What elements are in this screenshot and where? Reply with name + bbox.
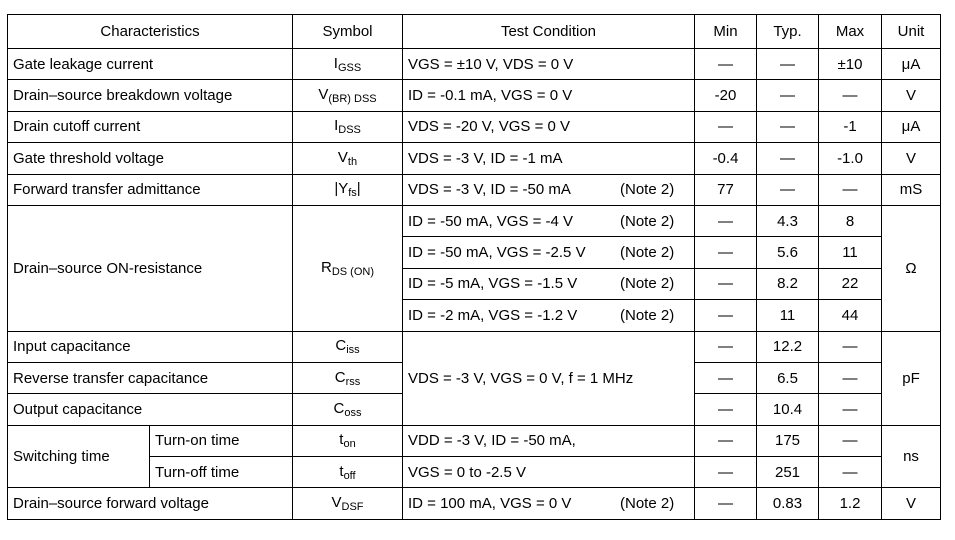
table-row (8, 331, 941, 362)
min-value: 77 (695, 174, 757, 205)
min-value: — (695, 205, 757, 236)
characteristic-name: Gate leakage current (8, 49, 293, 80)
note-ref: (Note 2) (620, 244, 675, 262)
min-value: — (695, 111, 757, 142)
header-max: Max (819, 15, 882, 49)
header-typ: Typ. (757, 15, 819, 49)
min-value: — (695, 49, 757, 80)
test-condition: ID = -50 mA, VGS = -4 V (Note 2) (403, 205, 695, 236)
min-value: — (695, 457, 757, 488)
table-row (8, 49, 941, 80)
max-value: 11 (819, 237, 882, 268)
symbol-cell: $R_{DS (ON)}$ (293, 205, 403, 331)
characteristic-name: Switching time (8, 425, 150, 488)
sub-characteristic-name: Turn-off time (150, 457, 293, 488)
typ-value: 4.3 (757, 205, 819, 236)
max-value: 44 (819, 300, 882, 331)
typ-value: 8.2 (757, 268, 819, 299)
table-row (8, 111, 941, 142)
symbol-cell: $V_{(BR) DSS}$ (293, 80, 403, 111)
max-value: — (819, 331, 882, 362)
typ-value: 175 (757, 425, 819, 456)
characteristic-name: Drain–source breakdown voltage (8, 80, 293, 111)
electrical-characteristics-table (7, 14, 941, 520)
header-symbol: Symbol (293, 15, 403, 49)
test-condition: VDS = -3 V, ID = -1 mA (403, 143, 695, 174)
typ-value: — (757, 143, 819, 174)
table-row (8, 488, 941, 519)
unit-value: V (882, 488, 941, 519)
typ-value: — (757, 49, 819, 80)
characteristic-name: Drain–source forward voltage (8, 488, 293, 519)
symbol-cell: $t_{off}$ (293, 457, 403, 488)
table-row (8, 80, 941, 111)
test-condition: VDS = -3 V, ID = -50 mA (Note 2) (403, 174, 695, 205)
symbol-cell: $C_{oss}$ (293, 394, 403, 425)
unit-value: mS (882, 174, 941, 205)
symbol-cell: $I_{DSS}$ (293, 111, 403, 142)
max-value: ±10 (819, 49, 882, 80)
characteristic-name: Gate threshold voltage (8, 143, 293, 174)
typ-value: 6.5 (757, 362, 819, 393)
min-value: — (695, 300, 757, 331)
max-value: — (819, 80, 882, 111)
test-condition: VDS = -20 V, VGS = 0 V (403, 111, 695, 142)
max-value: 22 (819, 268, 882, 299)
symbol-cell: $V_{th}$ (293, 143, 403, 174)
unit-value: μA (882, 111, 941, 142)
test-condition: ID = -2 mA, VGS = -1.2 V (Note 2) (403, 300, 695, 331)
max-value: — (819, 457, 882, 488)
header-min: Min (695, 15, 757, 49)
max-value: 8 (819, 205, 882, 236)
unit-value: V (882, 143, 941, 174)
min-value: -20 (695, 80, 757, 111)
unit-value: μA (882, 49, 941, 80)
max-value: — (819, 425, 882, 456)
header-characteristics: Characteristics (8, 15, 293, 49)
characteristic-name: Output capacitance (8, 394, 293, 425)
min-value: — (695, 488, 757, 519)
test-condition: ID = -0.1 mA, VGS = 0 V (403, 80, 695, 111)
test-condition: ID = -5 mA, VGS = -1.5 V (Note 2) (403, 268, 695, 299)
max-value: — (819, 362, 882, 393)
table-row (8, 425, 941, 456)
unit-value: pF (882, 331, 941, 425)
characteristic-name: Input capacitance (8, 331, 293, 362)
symbol-cell: $|Y_{fs}|$ (293, 174, 403, 205)
note-ref: (Note 2) (620, 495, 675, 513)
symbol-cell: $t_{on}$ (293, 425, 403, 456)
header-test-condition: Test Condition (403, 15, 695, 49)
typ-value: — (757, 174, 819, 205)
unit-value: ns (882, 425, 941, 488)
min-value: — (695, 394, 757, 425)
max-value: -1.0 (819, 143, 882, 174)
min-value: — (695, 268, 757, 299)
min-value: -0.4 (695, 143, 757, 174)
characteristic-name: Forward transfer admittance (8, 174, 293, 205)
max-value: 1.2 (819, 488, 882, 519)
table-row (8, 143, 941, 174)
characteristic-name: Reverse transfer capacitance (8, 362, 293, 393)
test-condition-line1: VDD = -3 V, ID = -50 mA, (403, 425, 695, 456)
test-condition-line2: VGS = 0 to -2.5 V (403, 457, 695, 488)
symbol-cell: $V_{DSF}$ (293, 488, 403, 519)
typ-value: — (757, 111, 819, 142)
min-value: — (695, 362, 757, 393)
max-value: — (819, 174, 882, 205)
max-value: -1 (819, 111, 882, 142)
unit-value: Ω (882, 205, 941, 331)
note-ref: (Note 2) (620, 275, 675, 293)
header-row (8, 15, 941, 49)
symbol-cell: $C_{iss}$ (293, 331, 403, 362)
table-row (8, 174, 941, 205)
typ-value: 11 (757, 300, 819, 331)
unit-value: V (882, 80, 941, 111)
typ-value: 12.2 (757, 331, 819, 362)
typ-value: 251 (757, 457, 819, 488)
test-condition: VDS = -3 V, VGS = 0 V, f = 1 MHz (403, 331, 695, 425)
min-value: — (695, 237, 757, 268)
typ-value: — (757, 80, 819, 111)
max-value: — (819, 394, 882, 425)
sub-characteristic-name: Turn-on time (150, 425, 293, 456)
table-row (8, 205, 941, 236)
test-condition: ID = 100 mA, VGS = 0 V (Note 2) (403, 488, 695, 519)
symbol-cell: $I_{GSS}$ (293, 49, 403, 80)
note-ref: (Note 2) (620, 181, 675, 199)
characteristic-name: Drain cutoff current (8, 111, 293, 142)
note-ref: (Note 2) (620, 306, 675, 324)
test-condition: VGS = ±10 V, VDS = 0 V (403, 49, 695, 80)
min-value: — (695, 331, 757, 362)
symbol-cell: $C_{rss}$ (293, 362, 403, 393)
min-value: — (695, 425, 757, 456)
characteristic-name: Drain–source ON-resistance (8, 205, 293, 331)
test-condition: ID = -50 mA, VGS = -2.5 V (Note 2) (403, 237, 695, 268)
typ-value: 5.6 (757, 237, 819, 268)
note-ref: (Note 2) (620, 212, 675, 230)
typ-value: 10.4 (757, 394, 819, 425)
typ-value: 0.83 (757, 488, 819, 519)
header-unit: Unit (882, 15, 941, 49)
